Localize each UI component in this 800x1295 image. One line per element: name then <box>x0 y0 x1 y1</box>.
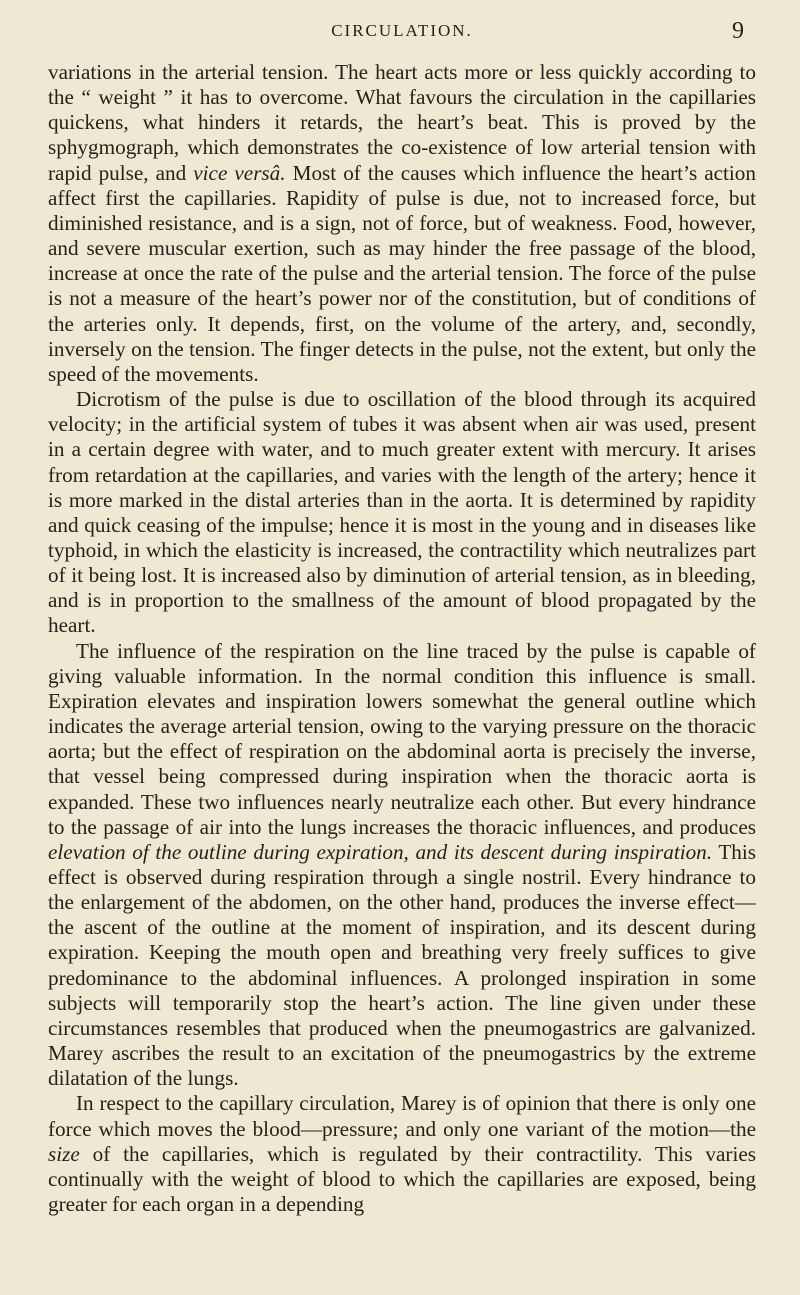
paragraph-1 <box>48 60 756 387</box>
running-title: CIRCULATION. <box>331 21 473 40</box>
body-text <box>48 60 756 1217</box>
italic-phrase: elevation of the outline during expiration, and its descent during inspiration. <box>48 839 713 864</box>
italic-phrase: size <box>48 1141 80 1166</box>
text-run: In respect to the capillary circulation, Marey is of opinion that there is only one force which moves the blood—pressure; and only one variant of the motion—the <box>48 1091 756 1141</box>
text-run: This effect is observed during respiration through a single nostril. Every hindrance to the enlargement of the abdomen, on the other hand, produces the inverse effect—the ascent of the outline at the moment of inspiration, and its descent during expiration. Keeping the mouth open and breathing very freely suffices to give predominance to the abdominal influences. A prolonged inspiration in some subjects will temporarily stop the heart’s action. The line given under these circumstances resembles that produced when the pneumogastrics are galvanized. Marey ascribes the result to an excitation of the pneumogastrics by the extreme dilatation of the lungs. <box>48 839 756 1091</box>
text-run: of the capillaries, which is regulated by their contractility. This varies continually with the weight of blood to which the capillaries are exposed, being greater for each organ in a depending <box>48 1141 756 1217</box>
running-head <box>48 18 756 60</box>
paragraph-4 <box>48 1091 756 1217</box>
paragraph-3 <box>48 639 756 1092</box>
text-run: variations in the arterial tension. The heart acts more or less quickly according to the “ weight ” it has to overcome. What favours the circulation in the capillaries quickens, what hinders it retards, the heart’s beat. This is proved by the sphygmograph, which demonstrates the co-existence of low arterial tension with rapid pulse, and <box>48 60 756 185</box>
page-number: 9 <box>732 18 744 44</box>
text-run: The influence of the respiration on the line traced by the pulse is capable of giving valuable information. In the normal condition this influence is small. Expiration elevates and inspiration lowers somewhat the general outline which indicates the average arterial tension, owing to the varying pressure on the thoracic aorta; but the effect of respiration on the abdominal aorta is precisely the inverse, that vessel being compressed during inspiration when the thoracic aorta is expanded. These two influences nearly neutralize each other. But every hindrance to the passage of air into the lungs increases the thoracic influences, and produces <box>48 638 756 839</box>
italic-phrase: vice versâ. <box>193 160 286 185</box>
paragraph-2 <box>48 387 756 639</box>
text-run: Dicrotism of the pulse is due to oscillation of the blood through its acquired velocity; in the artificial system of tubes it was absent when air was used, present in a certain degree with water, and to much greater extent with mercury. It arises from retardation at the capillaries, and varies with the length of the artery; hence it is more marked in the distal arteries than in the aorta. It is determined by rapidity and quick ceasing of the impulse; hence it is most in the young and in diseases like typhoid, in which the elasticity is increased, the contractility which neutralizes part of it being lost. It is increased also by diminution of arterial tension, as in bleeding, and is in proportion to the smallness of the amount of blood propagated by the heart. <box>48 387 756 638</box>
text-run: Most of the causes which influence the heart’s action affect first the capillaries. Rapidity of pulse is due, not to increased force, but diminished resistance, and is a sign, not of force, but of weakness. Food, however, and severe muscular exertion, such as may hinder the free passage of the blood, increase at once the rate of the pulse and the arterial tension. The force of the pulse is not a measure of the heart’s power nor of the constitution, but of conditions of the arteries only. It depends, first, on the volume of the artery, and, secondly, inversely on the tension. The finger detects in the pulse, not the extent, but only the speed of the movements. <box>48 160 756 386</box>
